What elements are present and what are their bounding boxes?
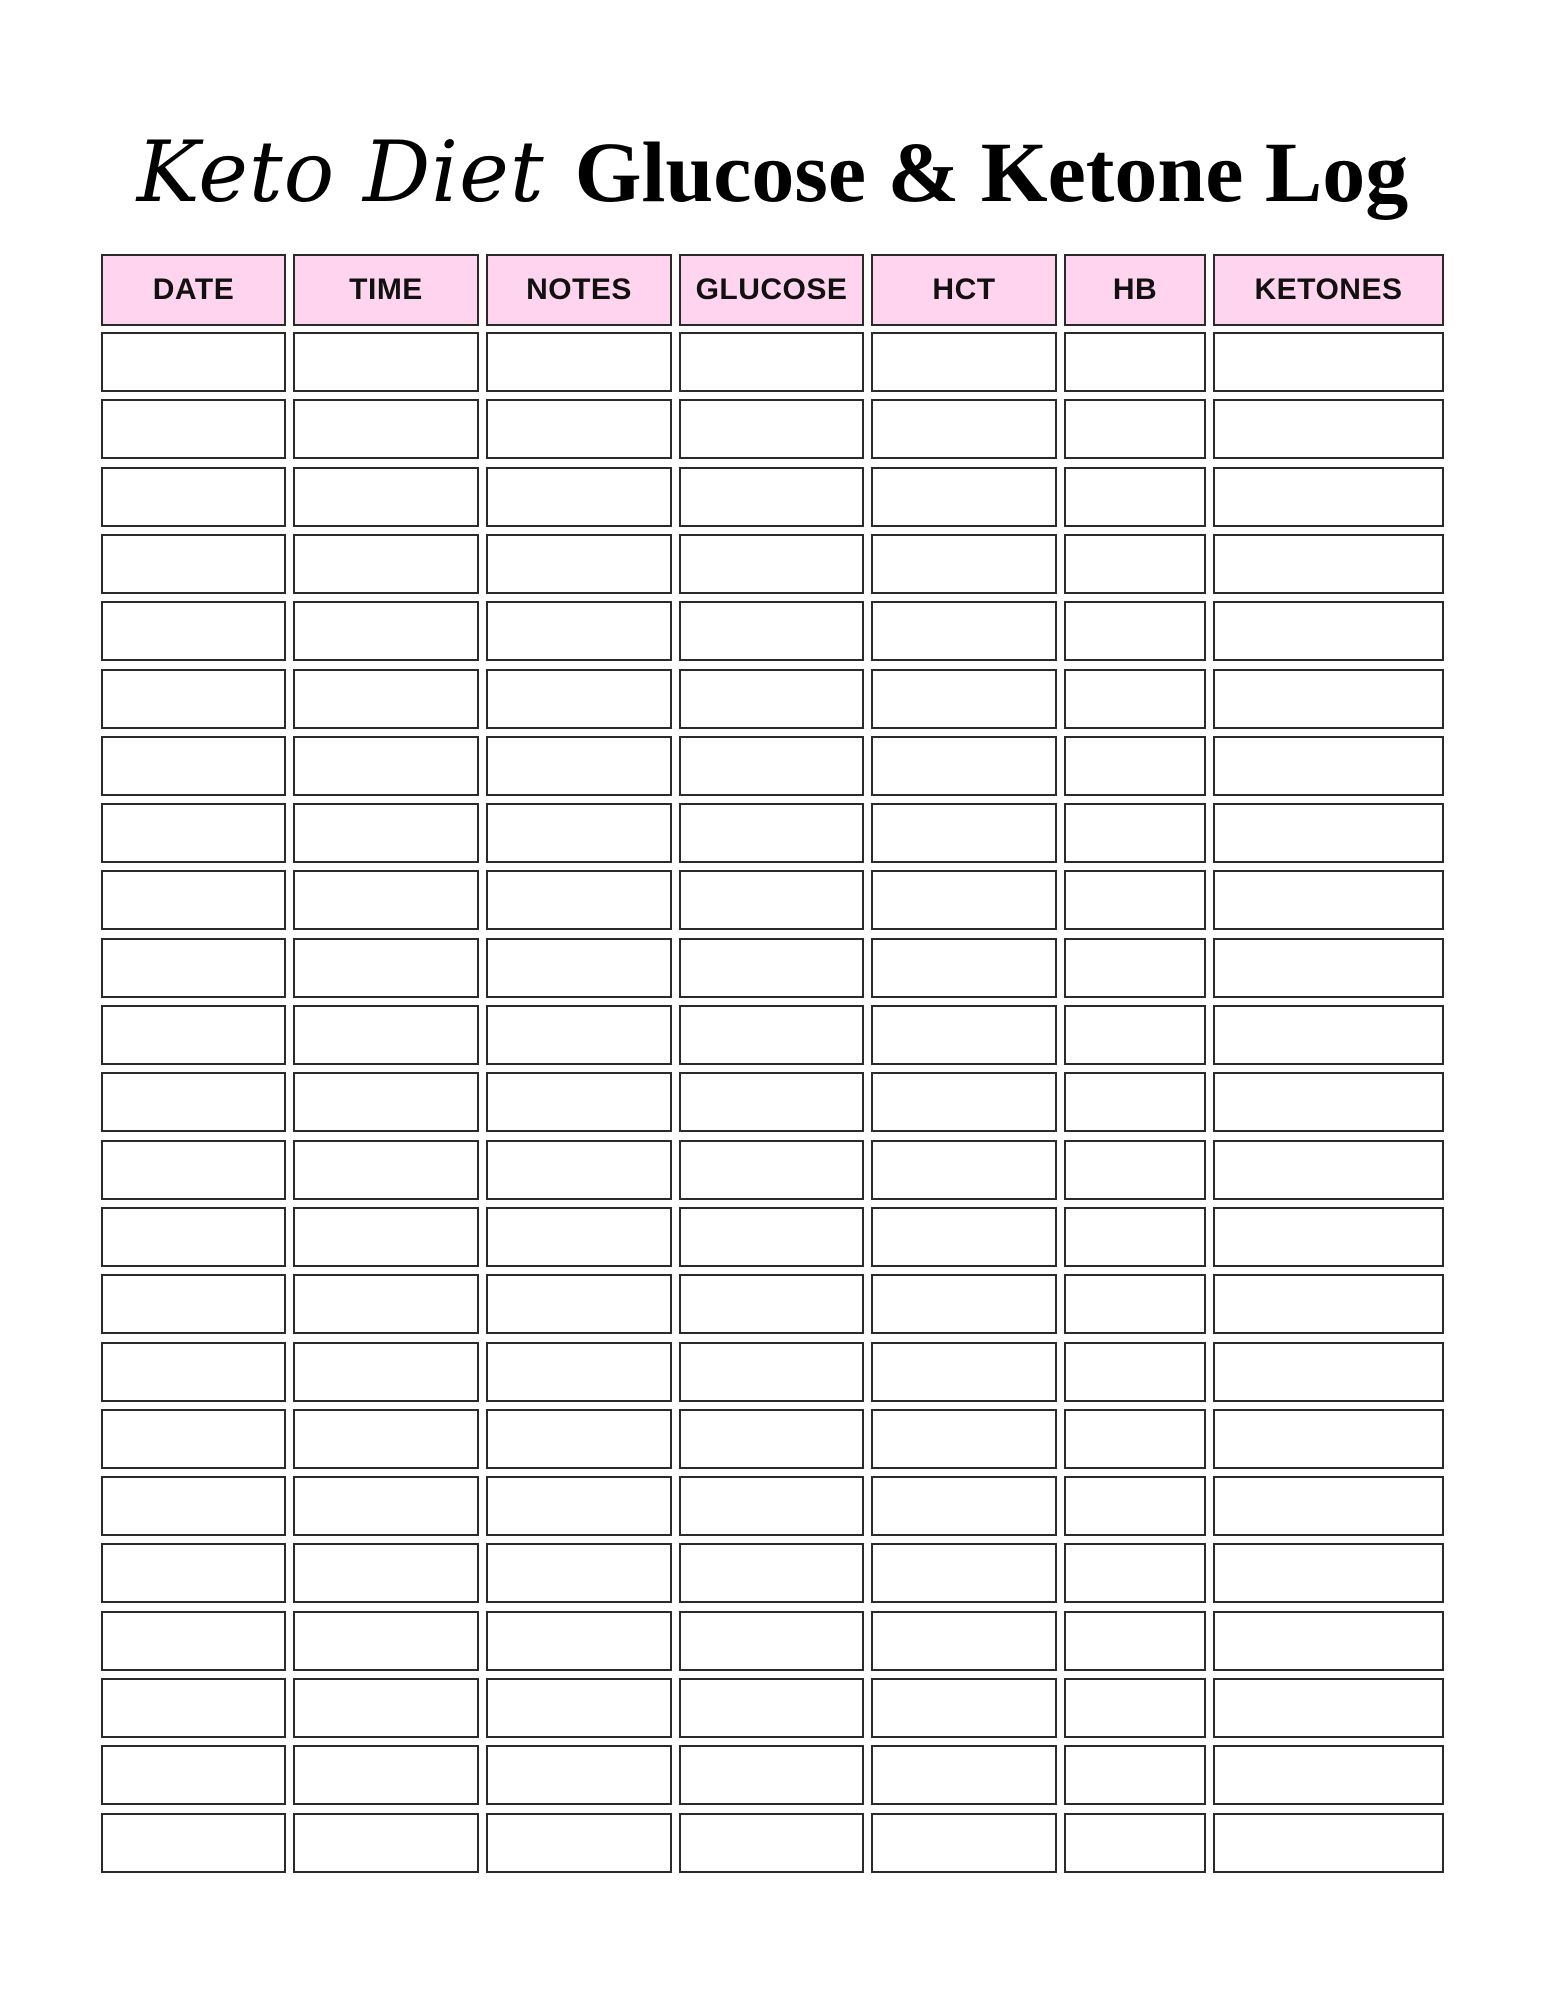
entry-cell-notes[interactable] (486, 1476, 672, 1536)
entry-cell-ketones[interactable] (1213, 467, 1444, 527)
entry-cell-hct[interactable] (871, 467, 1057, 527)
entry-cell-ketones[interactable] (1213, 1072, 1444, 1132)
entry-cell-ketones[interactable] (1213, 938, 1444, 998)
entry-cell-notes[interactable] (486, 870, 672, 930)
entry-cell-date[interactable] (101, 1342, 286, 1402)
entry-cell-notes[interactable] (486, 1409, 672, 1469)
entry-cell-notes[interactable] (486, 534, 672, 594)
entry-cell-ketones[interactable] (1213, 669, 1444, 729)
entry-cell-time[interactable] (293, 467, 479, 527)
entry-cell-time[interactable] (293, 1409, 479, 1469)
entry-cell-hct[interactable] (871, 1072, 1057, 1132)
entry-cell-hb[interactable] (1064, 1207, 1206, 1267)
entry-cell-time[interactable] (293, 1678, 479, 1738)
entry-cell-date[interactable] (101, 803, 286, 863)
entry-cell-notes[interactable] (486, 669, 672, 729)
entry-cell-date[interactable] (101, 1409, 286, 1469)
entry-cell-glucose[interactable] (679, 1611, 864, 1671)
entry-cell-ketones[interactable] (1213, 1813, 1444, 1873)
entry-cell-ketones[interactable] (1213, 1745, 1444, 1805)
entry-cell-date[interactable] (101, 870, 286, 930)
entry-cell-glucose[interactable] (679, 1813, 864, 1873)
entry-cell-hct[interactable] (871, 1207, 1057, 1267)
entry-cell-ketones[interactable] (1213, 1207, 1444, 1267)
entry-cell-date[interactable] (101, 601, 286, 661)
entry-cell-time[interactable] (293, 938, 479, 998)
entry-cell-date[interactable] (101, 1678, 286, 1738)
entry-cell-hb[interactable] (1064, 870, 1206, 930)
entry-cell-notes[interactable] (486, 332, 672, 392)
entry-cell-hb[interactable] (1064, 1409, 1206, 1469)
entry-cell-glucose[interactable] (679, 1342, 864, 1402)
entry-cell-ketones[interactable] (1213, 601, 1444, 661)
entry-cell-time[interactable] (293, 1543, 479, 1603)
entry-cell-notes[interactable] (486, 938, 672, 998)
entry-cell-time[interactable] (293, 601, 479, 661)
entry-cell-hb[interactable] (1064, 1072, 1206, 1132)
entry-cell-ketones[interactable] (1213, 870, 1444, 930)
entry-cell-notes[interactable] (486, 1611, 672, 1671)
entry-cell-date[interactable] (101, 1207, 286, 1267)
entry-cell-hct[interactable] (871, 1611, 1057, 1671)
entry-cell-ketones[interactable] (1213, 332, 1444, 392)
entry-cell-hct[interactable] (871, 1342, 1057, 1402)
entry-cell-hct[interactable] (871, 870, 1057, 930)
entry-cell-ketones[interactable] (1213, 1409, 1444, 1469)
entry-cell-ketones[interactable] (1213, 399, 1444, 459)
entry-cell-hb[interactable] (1064, 1140, 1206, 1200)
entry-cell-time[interactable] (293, 870, 479, 930)
entry-cell-glucose[interactable] (679, 332, 864, 392)
entry-cell-date[interactable] (101, 938, 286, 998)
entry-cell-ketones[interactable] (1213, 736, 1444, 796)
entry-cell-hb[interactable] (1064, 1476, 1206, 1536)
entry-cell-hb[interactable] (1064, 669, 1206, 729)
entry-cell-date[interactable] (101, 1813, 286, 1873)
entry-cell-glucose[interactable] (679, 1543, 864, 1603)
entry-cell-hct[interactable] (871, 669, 1057, 729)
entry-cell-hb[interactable] (1064, 399, 1206, 459)
log-table (101, 254, 1444, 1874)
entry-cell-date[interactable] (101, 736, 286, 796)
entry-cell-hct[interactable] (871, 1543, 1057, 1603)
entry-cell-time[interactable] (293, 534, 479, 594)
entry-cell-glucose[interactable] (679, 1678, 864, 1738)
entry-cell-notes[interactable] (486, 736, 672, 796)
entry-cell-time[interactable] (293, 1342, 479, 1402)
column-header-hb: HB (1064, 254, 1206, 326)
entry-cell-glucose[interactable] (679, 1274, 864, 1334)
entry-cell-notes[interactable] (486, 467, 672, 527)
entry-cell-glucose[interactable] (679, 534, 864, 594)
page-title (0, 122, 1545, 222)
entry-cell-time[interactable] (293, 1207, 479, 1267)
entry-cell-time[interactable] (293, 803, 479, 863)
entry-cell-notes[interactable] (486, 1745, 672, 1805)
column-header-time: TIME (293, 254, 479, 326)
entry-cell-notes[interactable] (486, 803, 672, 863)
entry-cell-notes[interactable] (486, 1342, 672, 1402)
entry-cell-glucose[interactable] (679, 938, 864, 998)
entry-cell-hb[interactable] (1064, 1611, 1206, 1671)
entry-cell-hct[interactable] (871, 601, 1057, 661)
entry-cell-hb[interactable] (1064, 938, 1206, 998)
entry-cell-ketones[interactable] (1213, 1274, 1444, 1334)
entry-cell-glucose[interactable] (679, 1476, 864, 1536)
entry-cell-hct[interactable] (871, 1476, 1057, 1536)
entry-cell-glucose[interactable] (679, 601, 864, 661)
entry-cell-date[interactable] (101, 467, 286, 527)
entry-cell-hct[interactable] (871, 534, 1057, 594)
entry-cell-date[interactable] (101, 399, 286, 459)
entry-cell-ketones[interactable] (1213, 1140, 1444, 1200)
entry-cell-glucose[interactable] (679, 399, 864, 459)
entry-cell-glucose[interactable] (679, 1207, 864, 1267)
entry-cell-glucose[interactable] (679, 1072, 864, 1132)
entry-cell-hct[interactable] (871, 332, 1057, 392)
entry-cell-glucose[interactable] (679, 736, 864, 796)
entry-cell-glucose[interactable] (679, 467, 864, 527)
entry-cell-date[interactable] (101, 332, 286, 392)
entry-cell-hct[interactable] (871, 1140, 1057, 1200)
entry-cell-time[interactable] (293, 1274, 479, 1334)
entry-cell-hb[interactable] (1064, 1678, 1206, 1738)
entry-cell-date[interactable] (101, 534, 286, 594)
entry-cell-hct[interactable] (871, 1005, 1057, 1065)
entry-cell-date[interactable] (101, 669, 286, 729)
entry-cell-date[interactable] (101, 1745, 286, 1805)
column-header-date: DATE (101, 254, 286, 326)
entry-cell-hb[interactable] (1064, 736, 1206, 796)
entry-cell-time[interactable] (293, 736, 479, 796)
entry-cell-glucose[interactable] (679, 803, 864, 863)
entry-cell-hb[interactable] (1064, 1274, 1206, 1334)
entry-cell-hct[interactable] (871, 1745, 1057, 1805)
column-header-glucose: GLUCOSE (679, 254, 864, 326)
entry-cell-time[interactable] (293, 1072, 479, 1132)
entry-cell-hct[interactable] (871, 1274, 1057, 1334)
entry-cell-hct[interactable] (871, 736, 1057, 796)
entry-cell-notes[interactable] (486, 601, 672, 661)
title-script: Keto Diet (136, 123, 545, 221)
entry-cell-glucose[interactable] (679, 1745, 864, 1805)
entry-cell-date[interactable] (101, 1611, 286, 1671)
entry-cell-ketones[interactable] (1213, 803, 1444, 863)
entry-cell-hct[interactable] (871, 1409, 1057, 1469)
entry-cell-hct[interactable] (871, 1678, 1057, 1738)
entry-cell-ketones[interactable] (1213, 1342, 1444, 1402)
entry-cell-ketones[interactable] (1213, 1611, 1444, 1671)
entry-cell-time[interactable] (293, 1476, 479, 1536)
entry-cell-hb[interactable] (1064, 601, 1206, 661)
column-header-notes: NOTES (486, 254, 672, 326)
entry-cell-time[interactable] (293, 1005, 479, 1065)
entry-cell-date[interactable] (101, 1476, 286, 1536)
entry-cell-glucose[interactable] (679, 1140, 864, 1200)
entry-cell-hb[interactable] (1064, 534, 1206, 594)
entry-cell-time[interactable] (293, 1745, 479, 1805)
entry-cell-date[interactable] (101, 1543, 286, 1603)
entry-cell-hct[interactable] (871, 1813, 1057, 1873)
entry-cell-hct[interactable] (871, 399, 1057, 459)
entry-cell-glucose[interactable] (679, 870, 864, 930)
entry-cell-hb[interactable] (1064, 1745, 1206, 1805)
entry-cell-notes[interactable] (486, 1813, 672, 1873)
entry-cell-ketones[interactable] (1213, 1005, 1444, 1065)
entry-cell-time[interactable] (293, 399, 479, 459)
entry-cell-ketones[interactable] (1213, 1543, 1444, 1603)
entry-cell-hb[interactable] (1064, 1813, 1206, 1873)
entry-cell-hb[interactable] (1064, 803, 1206, 863)
entry-cell-glucose[interactable] (679, 1005, 864, 1065)
entry-cell-hct[interactable] (871, 803, 1057, 863)
entry-cell-notes[interactable] (486, 1274, 672, 1334)
entry-cell-hb[interactable] (1064, 1342, 1206, 1402)
entry-cell-glucose[interactable] (679, 1409, 864, 1469)
entry-cell-notes[interactable] (486, 399, 672, 459)
column-header-ketones: KETONES (1213, 254, 1444, 326)
entry-cell-notes[interactable] (486, 1678, 672, 1738)
entry-cell-time[interactable] (293, 669, 479, 729)
entry-cell-ketones[interactable] (1213, 1678, 1444, 1738)
column-header-hct: HCT (871, 254, 1057, 326)
entry-cell-date[interactable] (101, 1005, 286, 1065)
entry-cell-date[interactable] (101, 1140, 286, 1200)
entry-cell-notes[interactable] (486, 1543, 672, 1603)
entry-cell-glucose[interactable] (679, 669, 864, 729)
entry-cell-ketones[interactable] (1213, 1476, 1444, 1536)
entry-cell-date[interactable] (101, 1072, 286, 1132)
entry-cell-hb[interactable] (1064, 332, 1206, 392)
entry-cell-hb[interactable] (1064, 467, 1206, 527)
entry-cell-notes[interactable] (486, 1072, 672, 1132)
entry-cell-time[interactable] (293, 1813, 479, 1873)
entry-cell-notes[interactable] (486, 1207, 672, 1267)
entry-cell-hct[interactable] (871, 938, 1057, 998)
entry-cell-ketones[interactable] (1213, 534, 1444, 594)
entry-cell-time[interactable] (293, 332, 479, 392)
entry-cell-time[interactable] (293, 1611, 479, 1671)
entry-cell-hb[interactable] (1064, 1543, 1206, 1603)
entry-cell-time[interactable] (293, 1140, 479, 1200)
entry-cell-hb[interactable] (1064, 1005, 1206, 1065)
entry-cell-date[interactable] (101, 1274, 286, 1334)
entry-cell-notes[interactable] (486, 1005, 672, 1065)
entry-cell-notes[interactable] (486, 1140, 672, 1200)
title-main: Glucose & Ketone Log (574, 124, 1409, 220)
